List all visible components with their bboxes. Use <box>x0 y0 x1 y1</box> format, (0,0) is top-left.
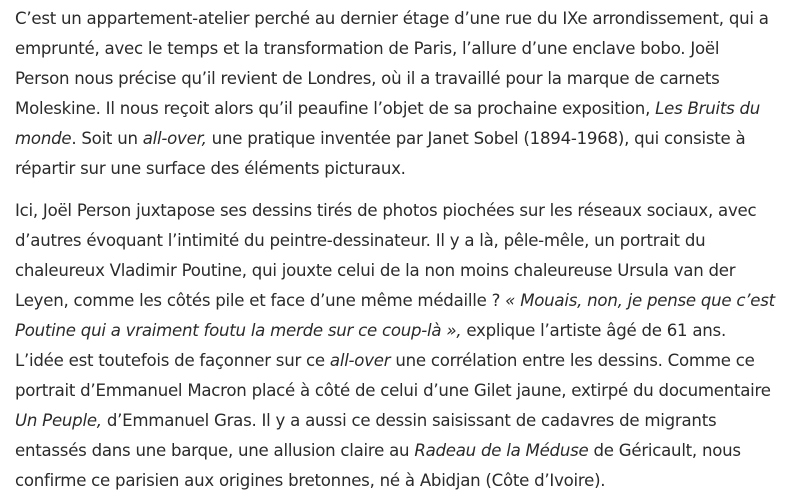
film-title: Un Peuple, <box>15 411 102 430</box>
text-line: répartir sur une surface des éléments picturaux. <box>15 159 406 178</box>
text-line: Moleskine. Il nous reçoit alors qu’il peaufine l’objet de sa prochaine exposition, Les Bruits du <box>15 99 761 118</box>
text-line: chaleureux Vladimir Poutine, qui jouxte celui de la non moins chaleureuse Ursula van der <box>15 261 736 280</box>
artist-quote-end: Poutine qui a vraiment foutu la merde sur ce coup-là », <box>15 321 462 340</box>
text-line: emprunté, avec le temps et la transformation de Paris, l’allure d’une enclave bobo. Joël <box>15 39 720 58</box>
text-line: portrait d’Emmanuel Macron placé à côté de celui d’une Gilet jaune, extirpé du documentaire <box>15 381 771 400</box>
text-line: entassés dans une barque, une allusion claire au Radeau de la Méduse de Géricault, nous <box>15 441 741 460</box>
text-line: L’idée est toutefois de façonner sur ce all-over une corrélation entre les dessins. Comme ce <box>15 351 755 370</box>
text-line: confirme ce parisien aux origines bretonnes, né à Abidjan (Côte d’Ivoire). <box>15 471 606 490</box>
paragraph-2 <box>15 196 796 496</box>
text-line: C’est un appartement-atelier perché au dernier étage d’une rue du IXe arrondissement, qui a <box>15 9 769 28</box>
text-line: monde. Soit un all-over, une pratique inventée par Janet Sobel (1894-1968), qui consiste à <box>15 129 746 148</box>
exhibition-title: Les Bruits du <box>655 99 761 118</box>
text-line: Poutine qui a vraiment foutu la merde sur ce coup-là », explique l’artiste âgé de 61 ans. <box>15 321 726 340</box>
text-line: Leyen, comme les côtés pile et face d’une même médaille ? « Mouais, non, je pense que c’est <box>15 291 775 310</box>
text-line: d’autres évoquant l’intimité du peintre-dessinateur. Il y a là, pêle-mêle, un portrait du <box>15 231 706 250</box>
term-all-over: all-over <box>329 351 391 370</box>
painting-title: Radeau de la Méduse <box>414 441 589 460</box>
text-line: Ici, Joël Person juxtapose ses dessins tirés de photos piochées sur les réseaux sociaux, avec <box>15 201 757 220</box>
text-line: Un Peuple, d’Emmanuel Gras. Il y a aussi ce dessin saisissant de cadavres de migrants <box>15 411 717 430</box>
text-line: Person nous précise qu’il revient de Londres, où il a travaillé pour la marque de carnets <box>15 69 720 88</box>
exhibition-title-end: monde <box>15 129 72 148</box>
term-all-over: all-over, <box>142 129 207 148</box>
artist-quote: « Mouais, non, je pense que c’est <box>505 291 775 310</box>
paragraph-1 <box>15 4 796 184</box>
